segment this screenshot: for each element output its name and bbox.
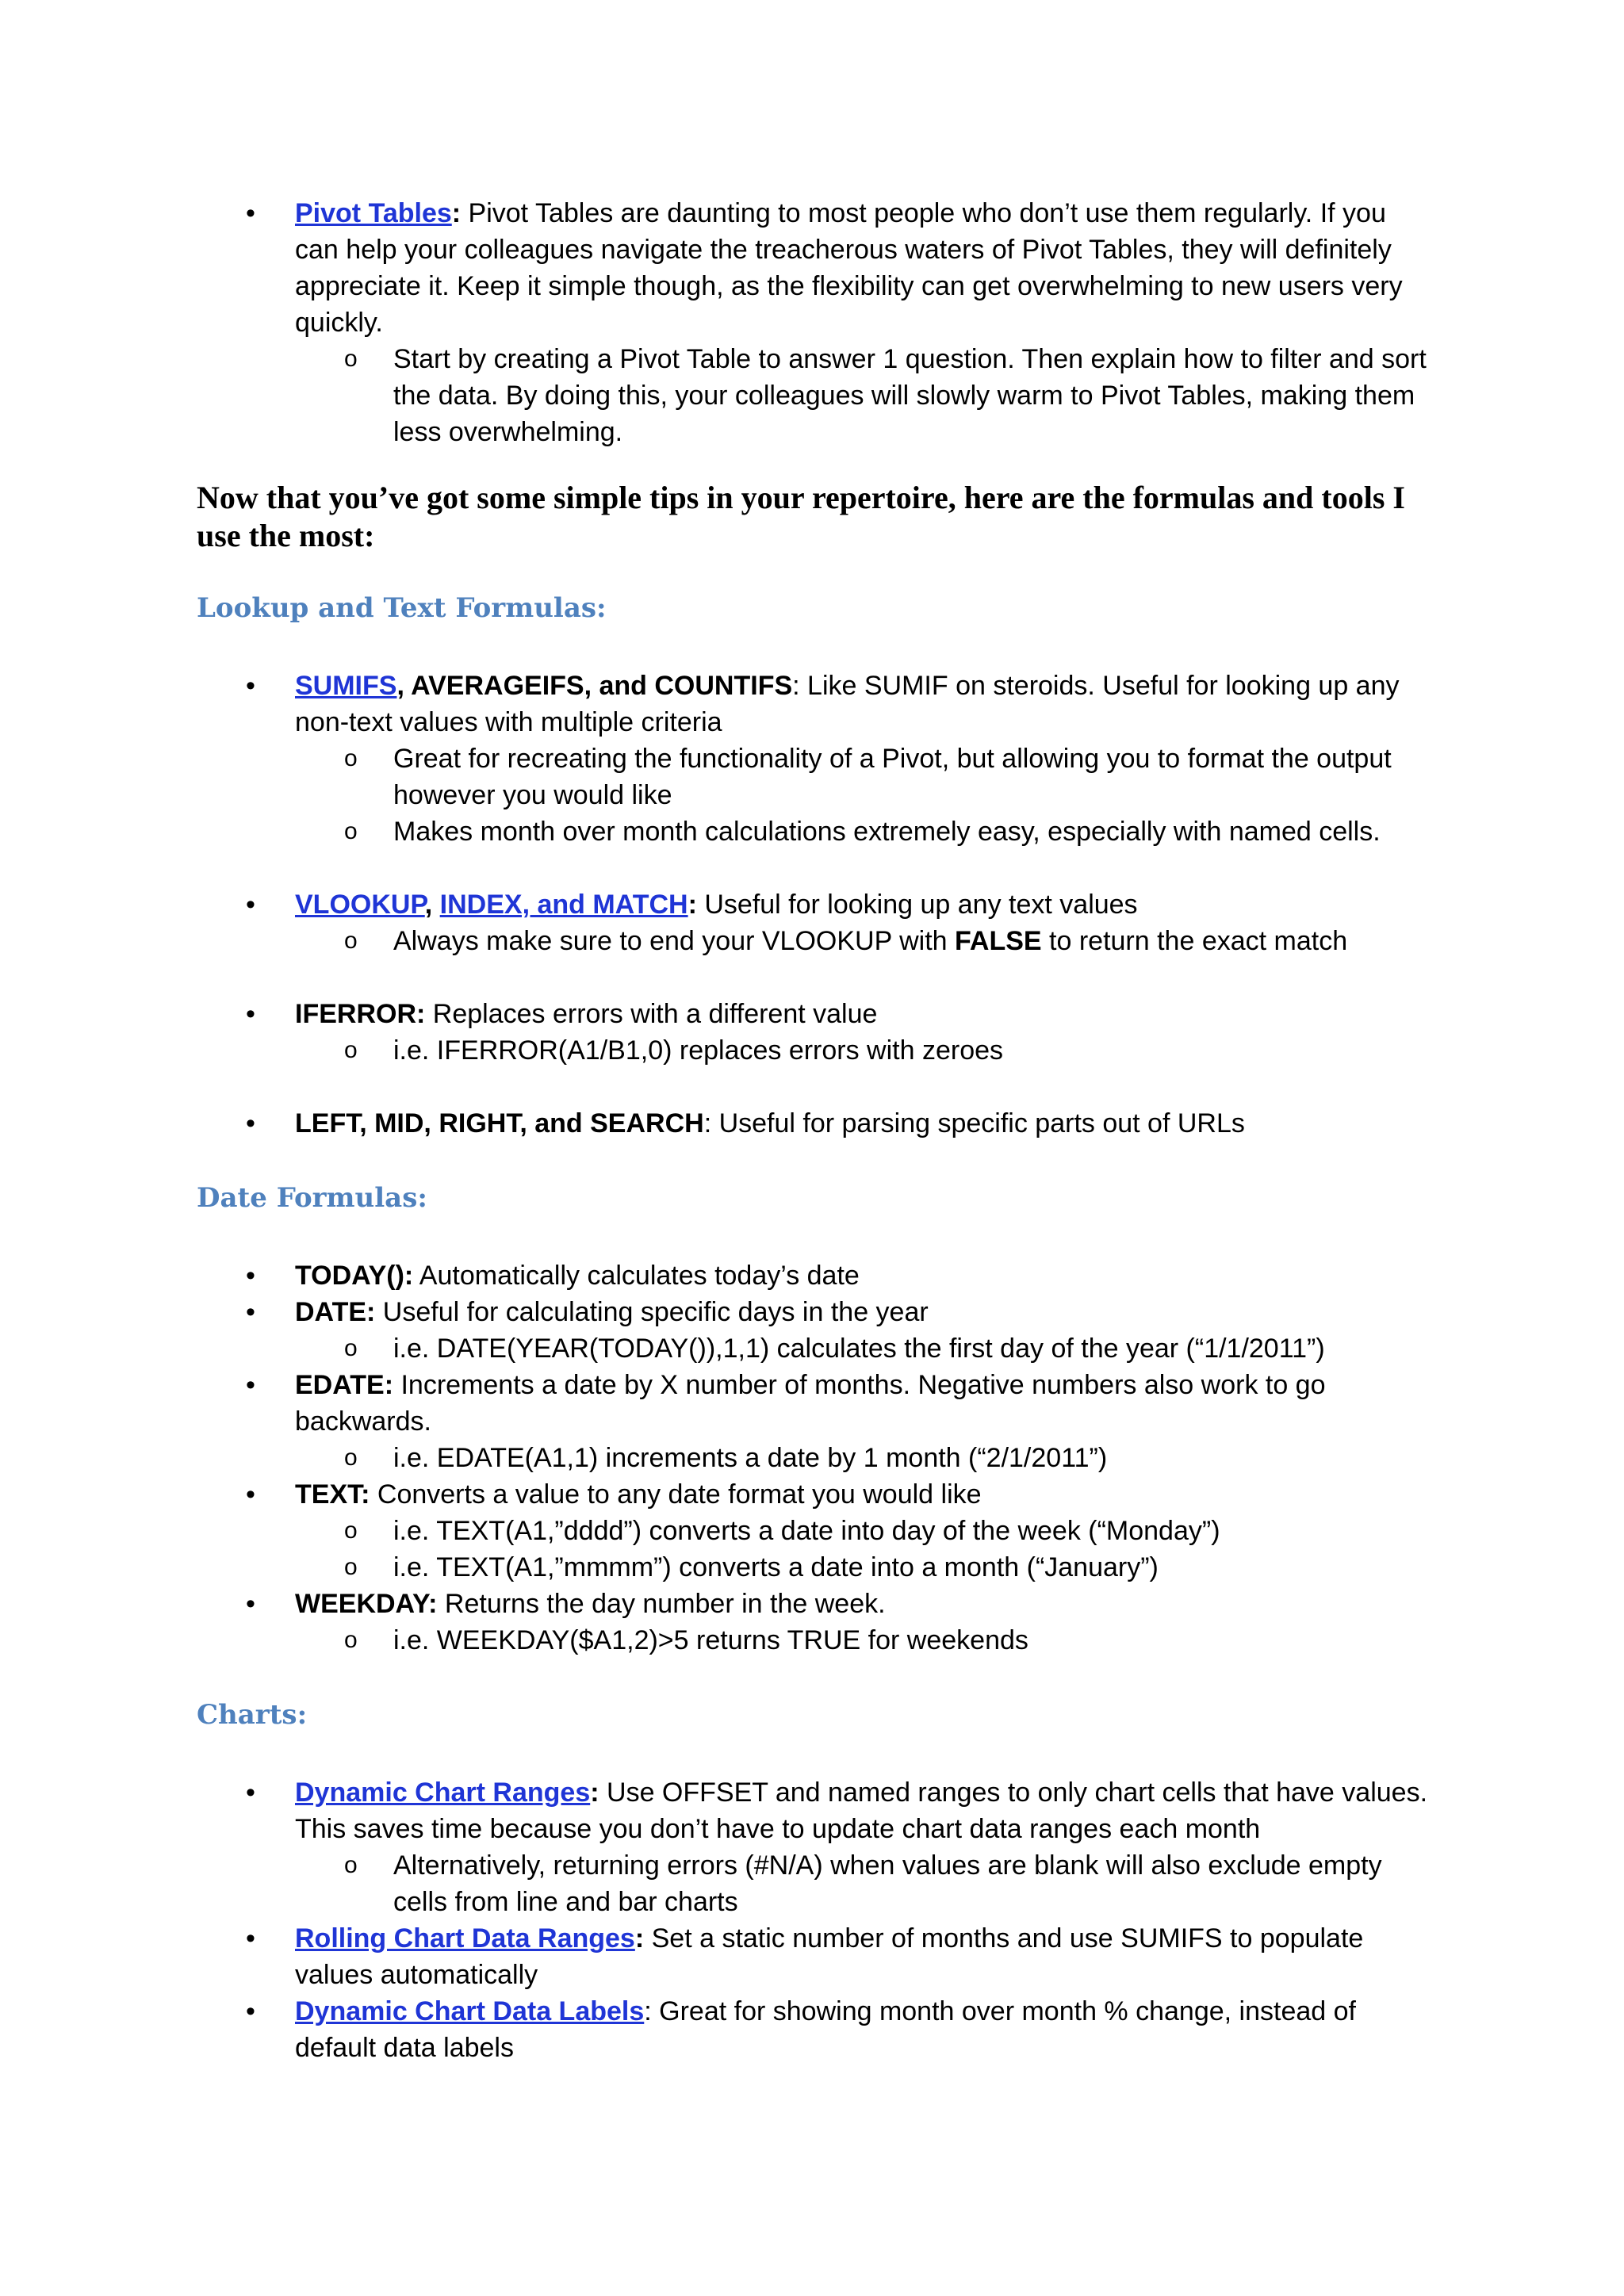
today-bold: TODAY(): bbox=[295, 1261, 414, 1291]
sub-item-dynamic-ranges bbox=[0, 1847, 1624, 1920]
colon: : bbox=[634, 1923, 645, 1954]
bullet-icon: • bbox=[246, 890, 255, 920]
circle-bullet-icon: o bbox=[344, 1037, 358, 1063]
list-item-sumifs bbox=[0, 668, 1624, 740]
circle-bullet-icon: o bbox=[344, 818, 358, 844]
circle-bullet-icon: o bbox=[344, 1517, 358, 1544]
date-text: Useful for calculating specific days in the year bbox=[375, 1297, 929, 1327]
lookup-list bbox=[0, 668, 1624, 850]
colon: : bbox=[590, 1777, 599, 1808]
edate-text: Increments a date by X number of months. Negative numbers also work to go backwards. bbox=[295, 1370, 1326, 1437]
rolling-text: Set a static number of months and use SUMIFS to populate values automatically bbox=[295, 1923, 1364, 1990]
sub-item-iferror bbox=[0, 1032, 1624, 1069]
list-item-edate bbox=[0, 1367, 1624, 1440]
sub-item-text: i.e. IFERROR(A1/B1,0) replaces errors with zeroes bbox=[393, 1035, 1004, 1066]
section-heading-lookup: Lookup and Text Formulas: bbox=[197, 592, 607, 624]
pivot-tables-text: Pivot Tables are daunting to most people who don’t use them regularly. If you can help your colleagues navigate the treacherous waters of Pivot Tables, they will definitely appreciate it. Keep it simple though, as the flexibility can get overwhelming to new users very quickly. bbox=[295, 198, 1403, 338]
bullet-icon: • bbox=[246, 1370, 255, 1400]
list-item-rolling-chart-data-ranges bbox=[0, 1920, 1624, 1993]
circle-bullet-icon: o bbox=[344, 1445, 358, 1471]
left-mid-text: : Useful for parsing specific parts out of URLs bbox=[703, 1108, 1245, 1138]
colon: : bbox=[688, 890, 697, 920]
top-margin bbox=[0, 0, 1624, 195]
bullet-icon: • bbox=[246, 1479, 255, 1510]
list-item-dynamic-chart-ranges bbox=[0, 1774, 1624, 1847]
bullet-icon: • bbox=[246, 1297, 255, 1327]
circle-bullet-icon: o bbox=[344, 928, 358, 954]
bullet-icon: • bbox=[246, 1108, 255, 1138]
section-heading-date: Date Formulas: bbox=[197, 1182, 427, 1214]
text-fn-text: Converts a value to any date format you would like bbox=[370, 1479, 982, 1510]
index-match-link[interactable]: INDEX, and MATCH bbox=[439, 890, 688, 920]
list-item-text bbox=[0, 1476, 1624, 1513]
circle-bullet-icon: o bbox=[344, 1554, 358, 1580]
sub-item-text-pre: Always make sure to end your VLOOKUP with bbox=[393, 926, 956, 956]
vlookup-text: Useful for looking up any text values bbox=[696, 890, 1138, 920]
false-keyword: FALSE bbox=[955, 926, 1042, 956]
left-mid-bold: LEFT, MID, RIGHT, and SEARCH bbox=[295, 1108, 704, 1138]
sub-item-edate bbox=[0, 1440, 1624, 1476]
weekday-text: Returns the day number in the week. bbox=[437, 1589, 886, 1619]
pivot-tables-link[interactable]: Pivot Tables bbox=[295, 198, 452, 228]
circle-bullet-icon: o bbox=[344, 745, 358, 771]
sub-item-text: i.e. TEXT(A1,”dddd”) converts a date into day of the week (“Monday”) bbox=[393, 1516, 1220, 1546]
vlookup-list bbox=[0, 886, 1624, 959]
circle-bullet-icon: o bbox=[344, 346, 358, 372]
circle-bullet-icon: o bbox=[344, 1335, 358, 1361]
bullet-icon: • bbox=[246, 999, 255, 1029]
list-item-left-mid-right bbox=[0, 1105, 1624, 1142]
comma: , bbox=[424, 890, 440, 920]
sumifs-bold: , AVERAGEIFS, and COUNTIFS bbox=[396, 671, 793, 701]
dynamic-chart-ranges-text: Use OFFSET and named ranges to only chart cells that have values. This saves time because you don’t have to update chart data ranges each month bbox=[295, 1777, 1428, 1844]
vlookup-link[interactable]: VLOOKUP bbox=[295, 890, 425, 920]
colon: : bbox=[451, 198, 462, 228]
section-heading-charts: Charts: bbox=[197, 1699, 308, 1731]
list-item-today bbox=[0, 1257, 1624, 1294]
text-fn-bold: TEXT: bbox=[295, 1479, 370, 1510]
weekday-bold: WEEKDAY: bbox=[295, 1589, 438, 1619]
sub-item-text: i.e. DATE(YEAR(TODAY()),1,1) calculates the first day of the year (“1/1/2011”) bbox=[393, 1334, 1325, 1364]
sub-item-text: Makes month over month calculations extremely easy, especially with named cells. bbox=[393, 817, 1381, 847]
iferror-bold: IFERROR: bbox=[295, 999, 426, 1029]
bullet-icon: • bbox=[246, 1996, 255, 2026]
sub-item-pivot bbox=[0, 341, 1624, 450]
list-item-iferror bbox=[0, 996, 1624, 1032]
sub-item-text-2 bbox=[0, 1549, 1624, 1586]
sub-item-weekday bbox=[0, 1622, 1624, 1659]
sub-item-text: i.e. WEEKDAY($A1,2)>5 returns TRUE for weekends bbox=[393, 1625, 1028, 1655]
sumifs-text: : Like SUMIF on steroids. Useful for looking up any non-text values with multiple criteria bbox=[295, 671, 1400, 737]
sub-item-text: Great for recreating the functionality of a Pivot, but allowing you to format the output however you would like bbox=[393, 744, 1392, 810]
sumifs-link[interactable]: SUMIFS bbox=[295, 671, 397, 701]
charts-list bbox=[0, 1774, 1624, 2066]
sub-item-text: i.e. TEXT(A1,”mmmm”) converts a date into a month (“January”) bbox=[393, 1552, 1159, 1582]
date-bold: DATE: bbox=[295, 1297, 376, 1327]
edate-bold: EDATE: bbox=[295, 1370, 394, 1400]
sub-item-text-post: to return the exact match bbox=[1041, 926, 1348, 956]
main-heading: Now that you’ve got some simple tips in your repertoire, here are the formulas and tools I use the most: bbox=[197, 480, 1405, 553]
list-item-date bbox=[0, 1294, 1624, 1330]
iferror-list bbox=[0, 996, 1624, 1069]
sub-item-text: Alternatively, returning errors (#N/A) when values are blank will also exclude empty cells from line and bar charts bbox=[393, 1850, 1382, 1917]
sub-item-text: i.e. EDATE(A1,1) increments a date by 1 month (“2/1/2011”) bbox=[393, 1443, 1108, 1473]
list-item-vlookup bbox=[0, 886, 1624, 923]
sub-item-vlookup bbox=[0, 923, 1624, 959]
bullet-icon: • bbox=[246, 198, 255, 228]
sub-item-text: Start by creating a Pivot Table to answer 1 question. Then explain how to filter and sort the data. By doing this, your colleagues will slowly warm to Pivot Tables, making them less overwhelming. bbox=[393, 344, 1427, 447]
circle-bullet-icon: o bbox=[344, 1627, 358, 1653]
bullet-icon: • bbox=[246, 1589, 255, 1619]
sub-item-sumifs-1 bbox=[0, 740, 1624, 813]
bullet-icon: • bbox=[246, 1923, 255, 1954]
dynamic-chart-data-labels-link[interactable]: Dynamic Chart Data Labels bbox=[295, 1996, 645, 2026]
rolling-chart-data-ranges-link[interactable]: Rolling Chart Data Ranges bbox=[295, 1923, 635, 1954]
bullet-icon: • bbox=[246, 671, 255, 701]
dynamic-chart-ranges-link[interactable]: Dynamic Chart Ranges bbox=[295, 1777, 591, 1808]
pivot-list bbox=[0, 195, 1624, 450]
left-mid-list bbox=[0, 1105, 1624, 1142]
list-item-dynamic-chart-data-labels bbox=[0, 1993, 1624, 2066]
circle-bullet-icon: o bbox=[344, 1852, 358, 1878]
sub-item-sumifs-2 bbox=[0, 813, 1624, 850]
iferror-text: Replaces errors with a different value bbox=[425, 999, 878, 1029]
list-item-weekday bbox=[0, 1586, 1624, 1622]
today-text: Automatically calculates today’s date bbox=[413, 1261, 860, 1291]
labels-text: : Great for showing month over month % change, instead of default data labels bbox=[295, 1996, 1356, 2063]
date-list bbox=[0, 1257, 1624, 1659]
sub-item-text-1 bbox=[0, 1513, 1624, 1549]
bullet-icon: • bbox=[246, 1261, 255, 1291]
list-item-pivot-tables bbox=[0, 195, 1624, 341]
bullet-icon: • bbox=[246, 1777, 255, 1808]
sub-item-date bbox=[0, 1330, 1624, 1367]
